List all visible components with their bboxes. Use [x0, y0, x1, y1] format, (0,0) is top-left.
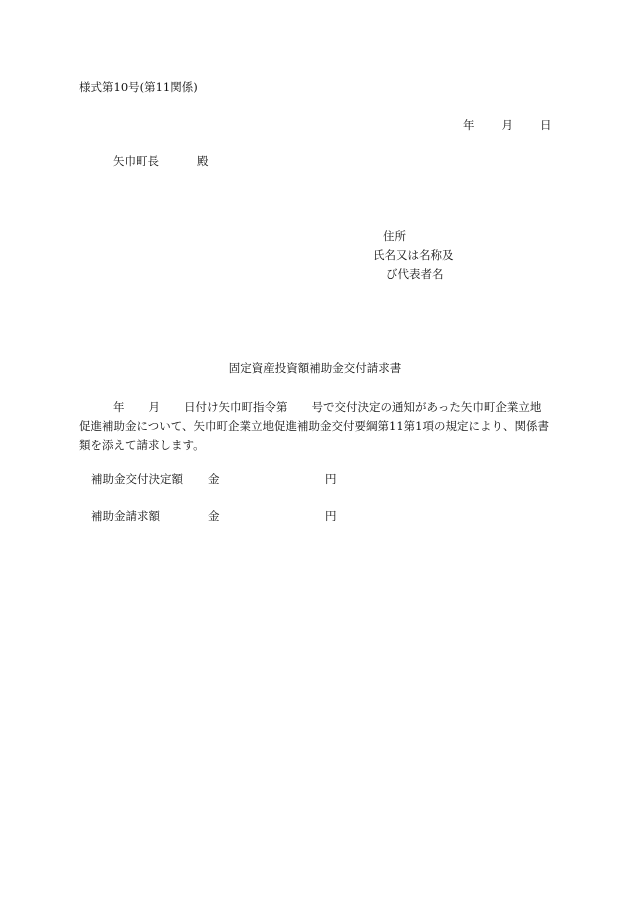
date-day-label: 日 — [540, 118, 552, 132]
amount-row-request — [91, 511, 337, 523]
body-line-3: 類を添えて請求します。 — [79, 438, 205, 452]
name-label-line1: 氏名又は名称及 — [373, 248, 454, 262]
amount-unit: 円 — [325, 509, 337, 523]
name-label-line2: び代表者名 — [386, 267, 444, 281]
date-line — [463, 120, 552, 132]
amount-label: 補助金請求額 — [91, 509, 160, 523]
body-month-label: 月 — [148, 400, 160, 414]
amount-prefix: 金 — [208, 472, 220, 486]
addressee-title: 矢巾町長 — [113, 154, 159, 168]
date-month-label: 月 — [501, 118, 513, 132]
addressee-honorific: 殿 — [197, 154, 209, 168]
applicant-block — [0, 231, 630, 291]
body-line1-b: 号で交付決定の通知があった矢巾町企業立地 — [311, 400, 542, 414]
body-year-label: 年 — [113, 400, 125, 414]
amount-label: 補助金交付決定額 — [91, 472, 183, 486]
body-line-1 — [79, 398, 554, 417]
amount-row-decision — [91, 474, 337, 486]
body-line1-a: 日付け矢巾町指令第 — [184, 400, 288, 414]
body-line-2: 促進補助金について、矢巾町企業立地促進補助金交付要綱第11第1項の規定により、関係書 — [79, 419, 549, 433]
date-year-label: 年 — [463, 118, 475, 132]
amount-prefix: 金 — [208, 509, 220, 523]
body-text — [79, 398, 554, 455]
addressee — [113, 156, 209, 168]
amount-unit: 円 — [325, 472, 337, 486]
form-number: 様式第10号(第11関係) — [79, 80, 198, 94]
address-label: 住所 — [383, 229, 406, 243]
document-title: 固定資産投資額補助金交付請求書 — [228, 361, 402, 375]
